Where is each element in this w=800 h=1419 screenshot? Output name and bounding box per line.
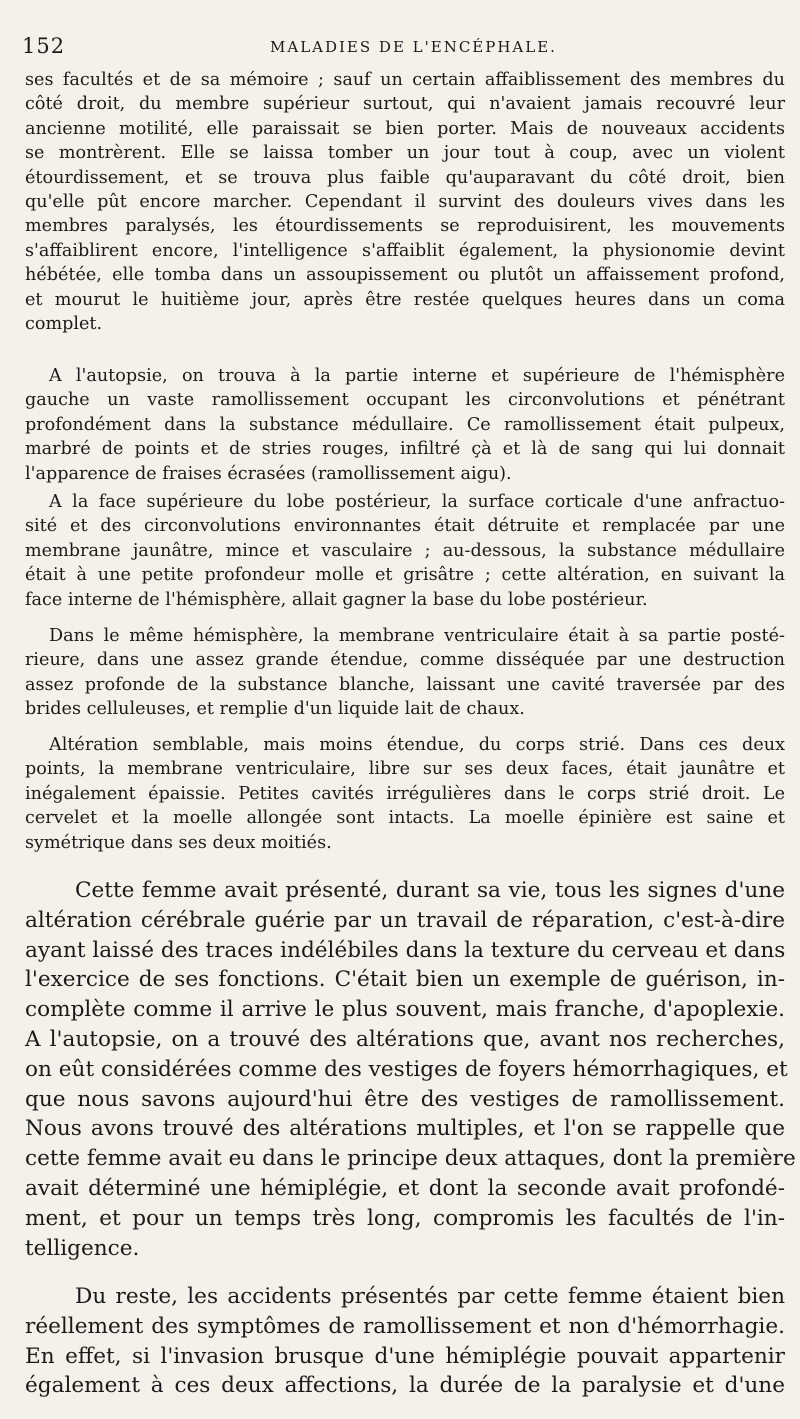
text-line: Cette femme avait présenté, durant sa vie, tous les signes d'une bbox=[75, 878, 785, 903]
text-line: complet. bbox=[25, 314, 103, 335]
text-line: ancienne motilité, elle paraissait se bien porter. Mais de nouveaux accidents bbox=[25, 118, 785, 139]
text-line: avait déterminé une hémiplégie, et dont la seconde avait profondé- bbox=[25, 1175, 785, 1201]
text-line: sité et des circonvolutions environnantes était détruite et remplacée par une bbox=[25, 516, 785, 537]
text-line: se montrèrent. Elle se laissa tomber un jour tout à coup, avec un violent bbox=[25, 143, 785, 164]
text-line: ses facultés et de sa mémoire ; sauf un certain affaiblissement des membres du bbox=[25, 70, 785, 90]
text-line: Dans le même hémisphère, la membrane ventriculaire était à sa partie posté- bbox=[49, 626, 785, 646]
text-line: marbré de points et de stries rouges, infiltré çà et là de sang qui lui donnait bbox=[25, 439, 785, 460]
text-line: assez profonde de la substance blanche, laissant une cavité traversée par des bbox=[25, 674, 785, 695]
text-line: profondément dans la substance médullaire. Ce ramollissement était pulpeux, bbox=[25, 414, 785, 435]
page-number: 152 bbox=[22, 34, 66, 58]
text-line: membres paralysés, les étourdissements se reproduisirent, les mouvements bbox=[25, 216, 785, 237]
text-line: Du reste, les accidents présentés par cette femme étaient bien bbox=[75, 1284, 785, 1309]
paragraph-case-continuation bbox=[25, 68, 785, 336]
text-line: hébétée, elle tomba dans un assoupissement ou plutôt un affaissement profond, bbox=[25, 265, 785, 286]
text-line: points, la membrane ventriculaire, libre sur ses deux faces, était jaunâtre et bbox=[25, 759, 785, 780]
text-line: A l'autopsie, on trouva à la partie interne et supérieure de l'hémisphère bbox=[49, 366, 785, 386]
text-line: En effet, si l'invasion brusque d'une hémiplégie pouvait appartenir bbox=[25, 1343, 785, 1369]
text-line: l'exercice de ses fonctions. C'était bien un exemple de guérison, in- bbox=[25, 967, 785, 993]
text-line: que nous savons aujourd'hui être des vestiges de ramollissement. bbox=[25, 1086, 785, 1112]
paragraph-autopsy bbox=[25, 364, 785, 486]
running-title: MALADIES DE L'ENCÉPHALE. bbox=[270, 38, 557, 56]
text-line: cervelet et la moelle allongée sont intacts. La moelle épinière est saine et bbox=[25, 808, 785, 829]
text-line: altération cérébrale guérie par un travail de réparation, c'est-à-dire bbox=[25, 907, 785, 933]
paragraph-ventricular-membrane bbox=[25, 624, 785, 722]
text-line: rieure, dans une assez grande étendue, comme disséquée par une destruction bbox=[25, 650, 785, 671]
text-line: on eût considérées comme des vestiges de foyers hémorrhagiques, et bbox=[25, 1056, 788, 1082]
text-line: ayant laissé des traces indélébiles dans la texture du cerveau et dans bbox=[25, 937, 786, 963]
text-line: symétrique dans ses deux moitiés. bbox=[25, 832, 332, 853]
paragraph-reasoning bbox=[25, 1282, 785, 1401]
paragraph-posterior-lobe bbox=[25, 490, 785, 612]
paragraph-corpus-striatum bbox=[25, 733, 785, 855]
text-line: Altération semblable, mais moins étendue, du corps strié. Dans ces deux bbox=[49, 735, 785, 755]
text-line: également à ces deux affections, la durée de la paralysie et d'une bbox=[25, 1373, 785, 1399]
paragraph-commentary bbox=[25, 876, 796, 1263]
text-line: côté droit, du membre supérieur surtout, qui n'avaient jamais recouvré leur bbox=[25, 94, 785, 115]
text-line: et mourut le huitième jour, après être restée quelques heures dans un coma bbox=[25, 289, 785, 310]
text-line: face interne de l'hémisphère, allait gagner la base du lobe postérieur. bbox=[25, 589, 648, 610]
text-line: réellement des symptômes de ramollissement et non d'hémorrhagie. bbox=[25, 1313, 785, 1339]
text-line: était à une petite profondeur molle et grisâtre ; cette altération, en suivant la bbox=[25, 565, 785, 586]
text-line: l'apparence de fraises écrasées (ramollissement aigu). bbox=[25, 463, 512, 484]
text-line: membrane jaunâtre, mince et vasculaire ; au-dessous, la substance médullaire bbox=[25, 540, 785, 561]
text-line: A l'autopsie, on a trouvé des altérations que, avant nos recherches, bbox=[25, 1026, 785, 1052]
text-line: telligence. bbox=[25, 1235, 140, 1261]
text-line: ment, et pour un temps très long, compromis les facultés de l'in- bbox=[25, 1205, 785, 1231]
text-line: Nous avons trouvé des altérations multiples, et l'on se rappelle que bbox=[25, 1116, 785, 1142]
text-line: gauche un vaste ramollissement occupant les circonvolutions et pénétrant bbox=[25, 390, 785, 411]
text-line: s'affaiblirent encore, l'intelligence s'affaiblit également, la physionomie devint bbox=[25, 240, 785, 261]
text-line: étourdissement, et se trouva plus faible qu'auparavant du côté droit, bien bbox=[25, 167, 785, 188]
text-line: A la face supérieure du lobe postérieur, la surface corticale d'une anfractuo- bbox=[49, 492, 785, 512]
text-line: brides celluleuses, et remplie d'un liquide lait de chaux. bbox=[25, 699, 525, 720]
text-line: qu'elle pût encore marcher. Cependant il survint des douleurs vives dans les bbox=[25, 192, 785, 213]
page-header bbox=[22, 34, 782, 64]
text-line: cette femme avait eu dans le principe deux attaques, dont la première bbox=[25, 1146, 796, 1172]
text-line: complète comme il arrive le plus souvent, mais franche, d'apoplexie. bbox=[25, 997, 785, 1023]
text-line: inégalement épaissie. Petites cavités irrégulières dans le corps strié droit. Le bbox=[25, 783, 785, 804]
